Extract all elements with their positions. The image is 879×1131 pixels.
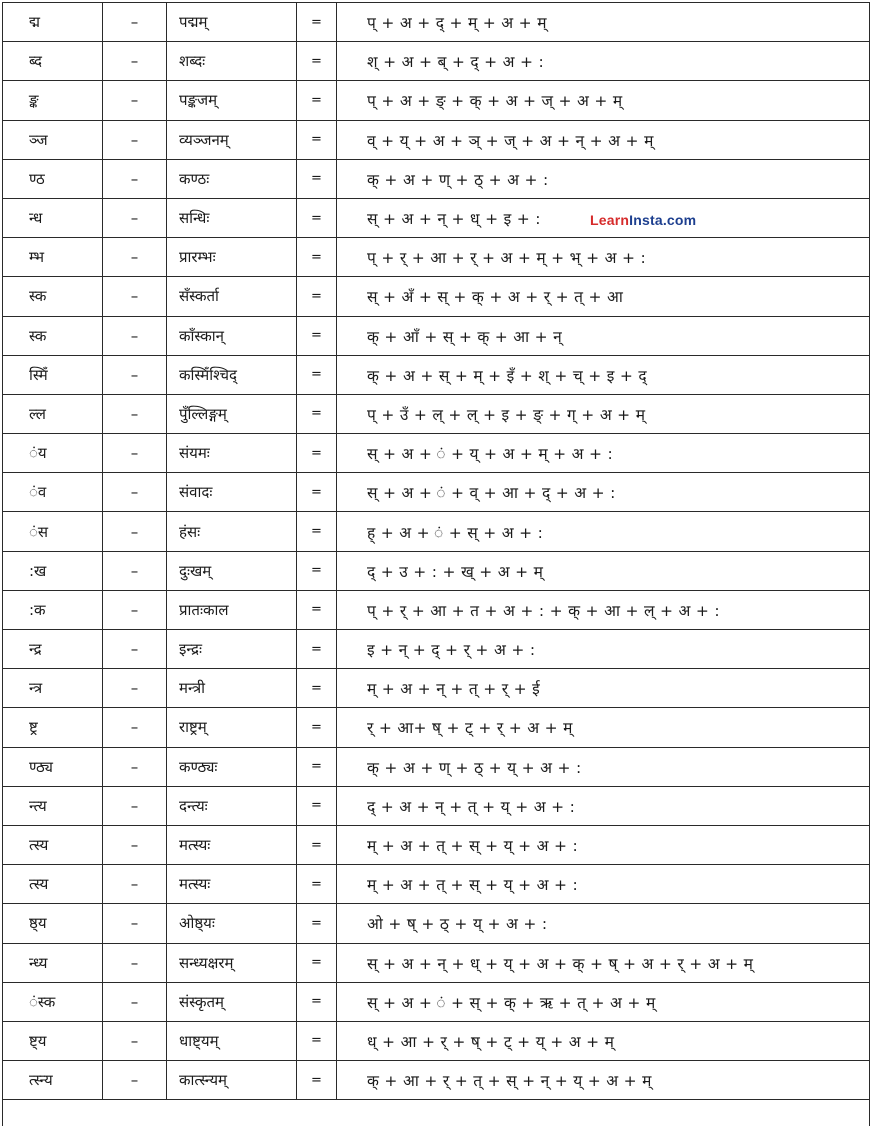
table-row — [3, 81, 869, 120]
table-row — [3, 3, 869, 42]
split-cell: प् + र् + आ + त + अ + : + क् + आ + ल् + अ + : — [367, 601, 720, 620]
split-cell: द् + उ + : + ख् + अ + म् — [367, 562, 544, 581]
split-cell: ओ + ष् + ठ् + य् + अ + : — [367, 915, 548, 934]
table-row — [3, 944, 869, 983]
conjunct-cell: ङ्क — [3, 81, 103, 119]
dash-cell: – — [103, 552, 167, 590]
word-cell: प्रारम्भः — [167, 238, 297, 276]
conjunct-cell: :क — [3, 591, 103, 629]
table-row — [3, 904, 869, 943]
dash-cell: – — [103, 473, 167, 511]
equals-cell: = — [297, 434, 337, 472]
word-cell: काँस्कान् — [167, 317, 297, 355]
equals-cell: = — [297, 826, 337, 864]
word-cell: पद्मम् — [167, 3, 297, 41]
equals-cell: = — [297, 591, 337, 629]
conjunct-cell: ष्ट्र — [3, 708, 103, 746]
table-row — [3, 434, 869, 473]
equals-cell: = — [297, 669, 337, 707]
split-cell: स् + अ + ं + व् + आ + द् + अ + : — [367, 484, 616, 503]
word-cell: सन्धिः — [167, 199, 297, 237]
table-row — [3, 160, 869, 199]
table-row — [3, 630, 869, 669]
dash-cell: – — [103, 395, 167, 433]
split-cell: स् + अ + न् + ध् + इ + : — [367, 210, 541, 229]
word-cell: कस्मिँश्चिद् — [167, 356, 297, 394]
table-row — [3, 787, 869, 826]
conjunct-cell: ष्ठ्य — [3, 904, 103, 942]
dash-cell: – — [103, 591, 167, 629]
split-cell: प् + अ + ङ् + क् + अ + ज् + अ + म् — [367, 92, 623, 111]
equals-cell: = — [297, 317, 337, 355]
split-cell: क् + आँ + स् + क् + आ + न् — [367, 327, 563, 346]
dash-cell: – — [103, 826, 167, 864]
dash-cell: – — [103, 160, 167, 198]
conjunct-cell: न्त्य — [3, 787, 103, 825]
conjunct-cell: न्द्र — [3, 630, 103, 668]
table-row — [3, 748, 869, 787]
table-row — [3, 395, 869, 434]
equals-cell: = — [297, 552, 337, 590]
word-cell: राष्ट्रम् — [167, 708, 297, 746]
dash-cell: – — [103, 983, 167, 1021]
word-cell: संस्कृतम् — [167, 983, 297, 1021]
dash-cell: – — [103, 3, 167, 41]
split-cell: श् + अ + ब् + द् + अ + : — [367, 53, 545, 72]
conjunct-cell: ंव — [3, 473, 103, 511]
table-row — [3, 669, 869, 708]
split-cell: स् + अ + न् + ध् + य् + अ + क् + ष् + अ + र् + अ + म् — [367, 954, 754, 973]
word-cell: दुःखम् — [167, 552, 297, 590]
split-cell: प् + र् + आ + र् + अ + म् + भ् + अ + : — [367, 249, 647, 268]
conjunct-cell: ण्ठ्य — [3, 748, 103, 786]
equals-cell: = — [297, 199, 337, 237]
split-cell: व् + य् + अ + ञ् + ज् + अ + न् + अ + म् — [367, 131, 654, 150]
dash-cell: – — [103, 356, 167, 394]
equals-cell: = — [297, 160, 337, 198]
table-row — [3, 708, 869, 747]
split-cell: ध् + आ + र् + ष् + ट् + य् + अ + म् — [367, 1032, 615, 1051]
word-cell: सँस्कर्ता — [167, 277, 297, 315]
table-row — [3, 1022, 869, 1061]
word-cell: व्यञ्जनम् — [167, 121, 297, 159]
equals-cell: = — [297, 395, 337, 433]
word-cell: संयमः — [167, 434, 297, 472]
split-cell: प् + अ + द् + म् + अ + म् — [367, 14, 547, 33]
word-cell: सन्ध्यक्षरम् — [167, 944, 297, 982]
word-cell: प्रातःकाल — [167, 591, 297, 629]
equals-cell: = — [297, 904, 337, 942]
dash-cell: – — [103, 199, 167, 237]
table-row — [3, 983, 869, 1022]
conjunct-cell: म्भ — [3, 238, 103, 276]
dash-cell: – — [103, 708, 167, 746]
conjunct-cell: ंस — [3, 512, 103, 550]
word-cell: कात्स्न्यम् — [167, 1061, 297, 1099]
equals-cell: = — [297, 512, 337, 550]
split-cell: प् + उँ + ल् + ल् + इ + ङ् + ग् + अ + म् — [367, 405, 646, 424]
table-row — [3, 473, 869, 512]
conjunct-cell: ष्ट्य — [3, 1022, 103, 1060]
equals-cell: = — [297, 473, 337, 511]
word-cell: कण्ठः — [167, 160, 297, 198]
sandhi-table — [2, 2, 870, 1126]
word-cell: मन्त्री — [167, 669, 297, 707]
dash-cell: – — [103, 434, 167, 472]
split-cell: र् + आ+ ष् + ट् + र् + अ + म् — [367, 719, 573, 738]
dash-cell: – — [103, 42, 167, 80]
dash-cell: – — [103, 669, 167, 707]
conjunct-cell: ण्ठ — [3, 160, 103, 198]
conjunct-cell: द्म — [3, 3, 103, 41]
equals-cell: = — [297, 3, 337, 41]
equals-cell: = — [297, 865, 337, 903]
table-row — [3, 865, 869, 904]
learninsta-watermark — [590, 212, 696, 228]
dash-cell: – — [103, 865, 167, 903]
equals-cell: = — [297, 787, 337, 825]
table-row — [3, 42, 869, 81]
word-cell: दन्त्यः — [167, 787, 297, 825]
split-cell: म् + अ + न् + त् + र् + ई — [367, 680, 541, 699]
equals-cell: = — [297, 1022, 337, 1060]
dash-cell: – — [103, 787, 167, 825]
word-cell: हंसः — [167, 512, 297, 550]
word-cell: मत्स्यः — [167, 826, 297, 864]
conjunct-cell: त्स्य — [3, 826, 103, 864]
dash-cell: – — [103, 1061, 167, 1099]
equals-cell: = — [297, 277, 337, 315]
table-row — [3, 512, 869, 551]
split-cell: द् + अ + न् + त् + य् + अ + : — [367, 797, 576, 816]
equals-cell: = — [297, 630, 337, 668]
split-cell: इ + न् + द् + र् + अ + : — [367, 641, 536, 660]
conjunct-cell: न्ध — [3, 199, 103, 237]
conjunct-cell: ंस्क — [3, 983, 103, 1021]
conjunct-cell: ञ्ज — [3, 121, 103, 159]
conjunct-cell: ंय — [3, 434, 103, 472]
word-cell: पङ्कजम् — [167, 81, 297, 119]
table-row — [3, 277, 869, 316]
word-cell: शब्दः — [167, 42, 297, 80]
word-cell: मत्स्यः — [167, 865, 297, 903]
dash-cell: – — [103, 944, 167, 982]
conjunct-cell: न्ध्य — [3, 944, 103, 982]
table-row — [3, 356, 869, 395]
split-cell: क् + अ + ण् + ठ् + य् + अ + : — [367, 758, 582, 777]
conjunct-cell: न्त्र — [3, 669, 103, 707]
split-cell: ह् + अ + ं + स् + अ + : — [367, 523, 544, 542]
split-cell: म् + अ + त् + स् + य् + अ + : — [367, 876, 579, 895]
equals-cell: = — [297, 42, 337, 80]
split-cell: क् + अ + स् + म् + इँ + श् + च् + इ + द् — [367, 366, 647, 385]
table-row — [3, 121, 869, 160]
split-cell: म् + अ + त् + स् + य् + अ + : — [367, 837, 579, 856]
dash-cell: – — [103, 81, 167, 119]
conjunct-cell: त्स्न्य — [3, 1061, 103, 1099]
watermark-com: .com — [662, 212, 697, 228]
split-cell: स् + अँ + स् + क् + अ + र् + त् + आ — [367, 288, 624, 307]
dash-cell: – — [103, 512, 167, 550]
table-row — [3, 317, 869, 356]
word-cell: संवादः — [167, 473, 297, 511]
word-cell: पुँल्लिङ्गम् — [167, 395, 297, 433]
conjunct-cell: ब्द — [3, 42, 103, 80]
table-row — [3, 591, 869, 630]
conjunct-cell: स्मिँ — [3, 356, 103, 394]
equals-cell: = — [297, 708, 337, 746]
split-cell: क् + अ + ण् + ठ् + अ + : — [367, 170, 549, 189]
dash-cell: – — [103, 238, 167, 276]
table-row — [3, 826, 869, 865]
dash-cell: – — [103, 904, 167, 942]
split-cell: स् + अ + ं + स् + क् + ऋ + त् + अ + म् — [367, 993, 656, 1012]
equals-cell: = — [297, 944, 337, 982]
dash-cell: – — [103, 121, 167, 159]
equals-cell: = — [297, 356, 337, 394]
word-cell: धाष्ट्यम् — [167, 1022, 297, 1060]
conjunct-cell: स्क — [3, 277, 103, 315]
equals-cell: = — [297, 983, 337, 1021]
dash-cell: – — [103, 748, 167, 786]
watermark-learn: Learn — [590, 212, 630, 228]
equals-cell: = — [297, 81, 337, 119]
equals-cell: = — [297, 238, 337, 276]
dash-cell: – — [103, 317, 167, 355]
split-cell: क् + आ + र् + त् + स् + न् + य् + अ + म् — [367, 1072, 652, 1091]
word-cell: इन्द्रः — [167, 630, 297, 668]
split-cell: स् + अ + ं + य् + अ + म् + अ + : — [367, 445, 614, 464]
word-cell: ओष्ठ्यः — [167, 904, 297, 942]
table-row — [3, 238, 869, 277]
word-cell: कण्ठ्यः — [167, 748, 297, 786]
dash-cell: – — [103, 630, 167, 668]
watermark-insta: Insta — [629, 212, 663, 228]
conjunct-cell: :ख — [3, 552, 103, 590]
conjunct-cell: त्स्य — [3, 865, 103, 903]
dash-cell: – — [103, 1022, 167, 1060]
dash-cell: – — [103, 277, 167, 315]
table-row — [3, 552, 869, 591]
table-row — [3, 199, 869, 238]
equals-cell: = — [297, 121, 337, 159]
equals-cell: = — [297, 748, 337, 786]
conjunct-cell: स्क — [3, 317, 103, 355]
equals-cell: = — [297, 1061, 337, 1099]
conjunct-cell: ल्ल — [3, 395, 103, 433]
table-row — [3, 1061, 869, 1100]
